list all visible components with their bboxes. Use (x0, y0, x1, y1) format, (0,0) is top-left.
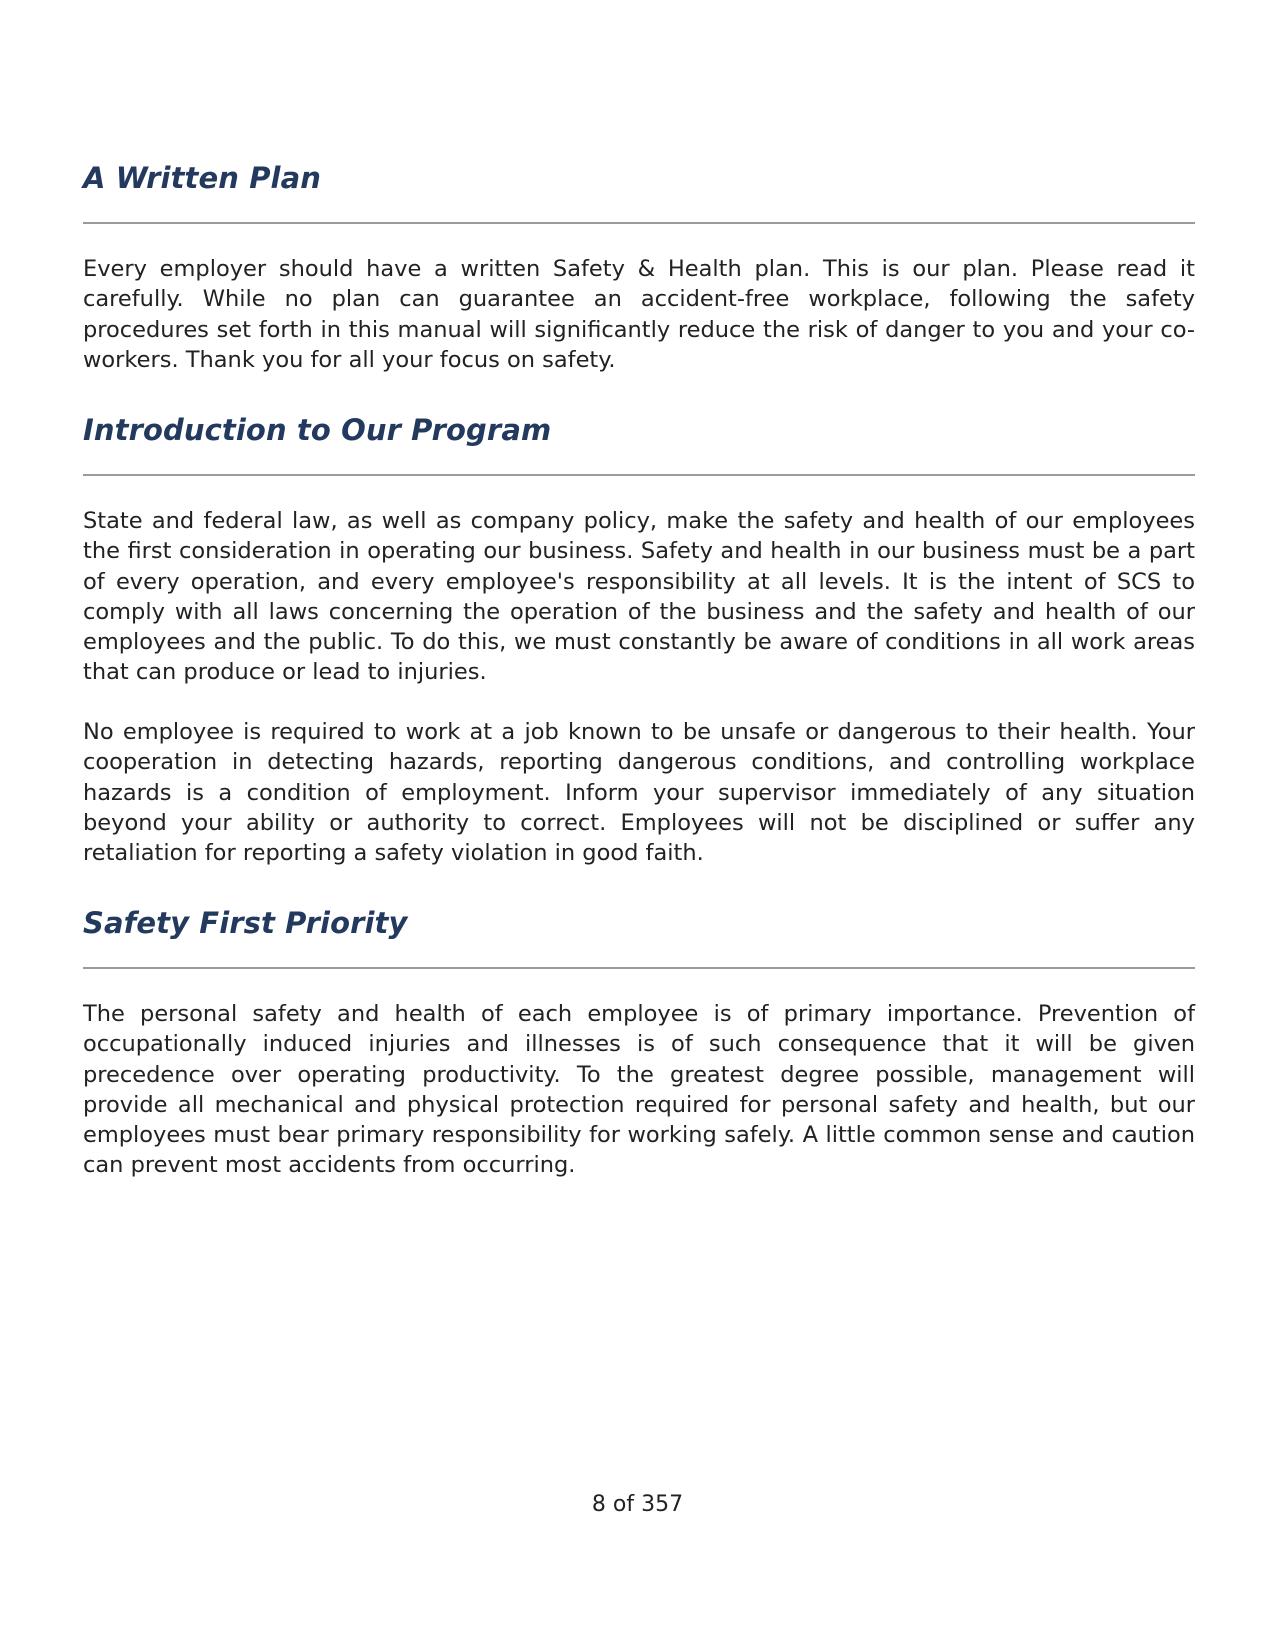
section-paragraph: State and federal law, as well as company policy, make the safety and health of our employees the first consideration in operating our business. Safety and health in our business must be a part of every operation, and every employee's responsibility at all levels. It is the intent of SCS to comply with all laws concerning the operation of the business and the safety and health of our employees and the public. To do this, we must constantly be aware of conditions in all work areas that can produce or lead to injuries. (83, 508, 1195, 686)
section-paragraph: The personal safety and health of each employee is of primary importance. Prevention of occupationally induced injuries and illnesses is of such consequence that it will be given precedence over operating productivity. To the greatest degree possible, management will provide all mechanical and physical protection required for personal safety and health, but our employees must bear primary responsibility for working safely. A little common sense and caution can prevent most accidents from occurring. (83, 1001, 1195, 1179)
section-divider (83, 222, 1195, 224)
page-number: 8 of 357 (591, 1492, 684, 1517)
section-heading: Safety First Priority (83, 906, 408, 940)
section-paragraph: No employee is required to work at a job known to be unsafe or dangerous to their health. Your cooperation in detecting hazards, reporting dangerous conditions, and controlling workplace hazards is a condition of employment. Inform your supervisor immediately of any situation beyond your ability or authority to correct. Employees will not be disciplined or suffer any retaliation for reporting a safety violation in good faith. (83, 719, 1195, 867)
section-introduction (83, 412, 1195, 867)
section-heading: Introduction to Our Program (83, 413, 552, 447)
section-paragraph: Every employer should have a written Safety & Health plan. This is our plan. Please read it carefully. While no plan can guarantee an accident-free workplace, following the safety procedures set forth in this manual will significantly reduce the risk of danger to you and your co-workers. Thank you for all your focus on safety. (83, 256, 1195, 373)
section-written-plan (83, 160, 1195, 373)
section-divider (83, 474, 1195, 476)
section-safety-first (83, 905, 1195, 1179)
section-divider (83, 967, 1195, 969)
section-heading: A Written Plan (83, 161, 322, 195)
